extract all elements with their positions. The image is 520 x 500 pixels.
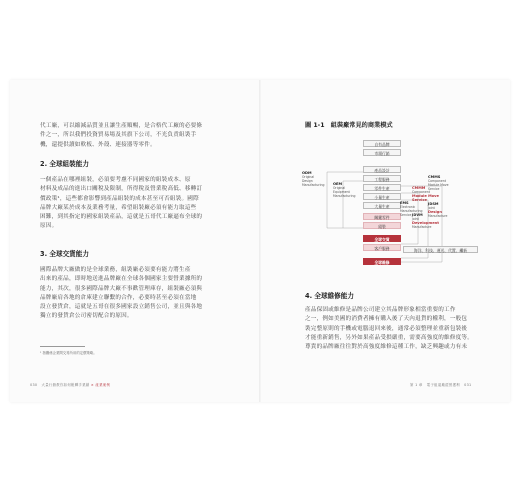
chapter-label: 第 1 章 [410,383,423,387]
text-line: 獨立的發貨倉公司密切配合的原因。 [40,313,133,320]
chain-box: 自有品牌 [363,140,401,147]
right-para-4 [305,306,473,352]
text-line: 之一，例如美國的消費者擁有購入後了天內退貨的權利，一般包 [305,316,468,323]
odm-label: ODM Original Design Manufacturing [302,171,325,187]
text-line: 價政策¹，這些都會影響到產品組裝的成本甚至可否組裝。國際 [40,195,199,202]
chain-box: 客戶服務 [363,244,401,251]
text-line: 裝完整原則的手機或電腦退回來後，通常必須整理並重新包裝後 [305,325,468,332]
chain-box: 小量生產 [363,193,401,200]
chain-box: 組裝 [363,222,401,229]
section-heading-4: 4. 全球維修能力 [305,292,354,300]
text-line: 代工廠，可以縮減品質並且讓生產順暢，是合格代工廠的必要條 [40,123,203,129]
footnote: ¹ 指關係企業間交易所用的定價策略。 [40,351,97,355]
text-line: 材料及成品的進出口關稅及限制，所得稅及營業稅高低、移轉訂 [40,186,203,193]
chain-box: 市場行銷 [363,149,401,156]
ems-label: EMS Electronic Manufacturing Service [400,201,423,217]
cmmm-label: CMMM Component Module Move Service [412,186,439,202]
chain-box: 工程服務 [363,175,401,182]
right-footer [410,382,471,387]
page-number: 031 [464,383,472,387]
text-line: 產品保固或維修是品牌公司建立其品牌形象相當重要的工作 [305,307,456,313]
figure-title: 圖 1-1 組裝廠常見的商業模式 [305,122,393,129]
text-line: 國際品牌大廠做的是全球業務，組裝廠必須要有能力將生產 [40,267,191,273]
distribution-box: 海洋、科技、運送、代置、繼新 [403,246,478,253]
section-heading-2: 2. 全球組裝能力 [40,160,89,168]
page-number: 030 [30,383,38,387]
oem-label: OEM Original Equipment Manufacturing [333,182,356,198]
chain-box: 產品設計 [363,166,401,173]
text-line: 機，還提供讀如軟板、外殼、連接器等零件。 [40,141,156,148]
text-line: 件之一，所以我們投資貿易場及其旗下公司，不光負責組裝手 [40,132,197,139]
section-heading-3: 3. 全球交貨能力 [40,250,89,258]
text-line: 能力，其次，很多國際品牌大廠不事歡管理庫存，組裝廠必須與 [40,285,203,292]
text-line: 出來的產品，即時地送進品牌廠在全球各個國家主要營業據所的 [40,276,203,283]
running-title: 電子組裝廠經營獲利 [426,383,460,387]
chain-box: 零件生產 [363,184,401,191]
text-line: 設立發貨倉，這就是五哥在很多國家設立銷售公司，並且與各地 [40,304,203,311]
text-line: 原因。 [40,223,58,230]
chain-box: 關鍵零件 [363,213,401,220]
text-line: 才能重新銷售，另外如果產品受損嚴重，需要高強度的維修度等。 [305,334,474,341]
chain-box-highlight: 全球交貨 [363,235,401,242]
text-line: 尊貴的品牌廠往往對於高強度維修這種工作，缺乏興趣或力有未 [305,344,468,351]
cmms-label: CMMS Component Module Move Service [428,175,449,191]
jdvm-label: JDVM Joint Development Manufacture [412,213,439,229]
chain-box-highlight: 全球維修 [363,258,401,265]
text-line: 困難，到其指定的國家組裝產品，這就是五哥代工廠逼布全球的 [40,214,203,221]
jdsm-label: JDSM Joint Design Manufacture [428,202,448,218]
text-line: 品牌大廠某於成本及業務考量，希望組裝廠必須有能力取這些 [40,204,197,211]
text-line: 品牌廠肩各地的倉庫建立聯繫的合作，必要時甚至必須在當地 [40,294,197,301]
running-title-accent: × 產業案例 [90,383,111,387]
text-line: 一個產品在哪裡組裝，必須要考慮不同國家的組裝成本、原 [40,177,191,183]
chain-box: 大量生產 [363,202,401,209]
running-title: 大量行銷教你如何帳轉手業績 [41,383,90,387]
